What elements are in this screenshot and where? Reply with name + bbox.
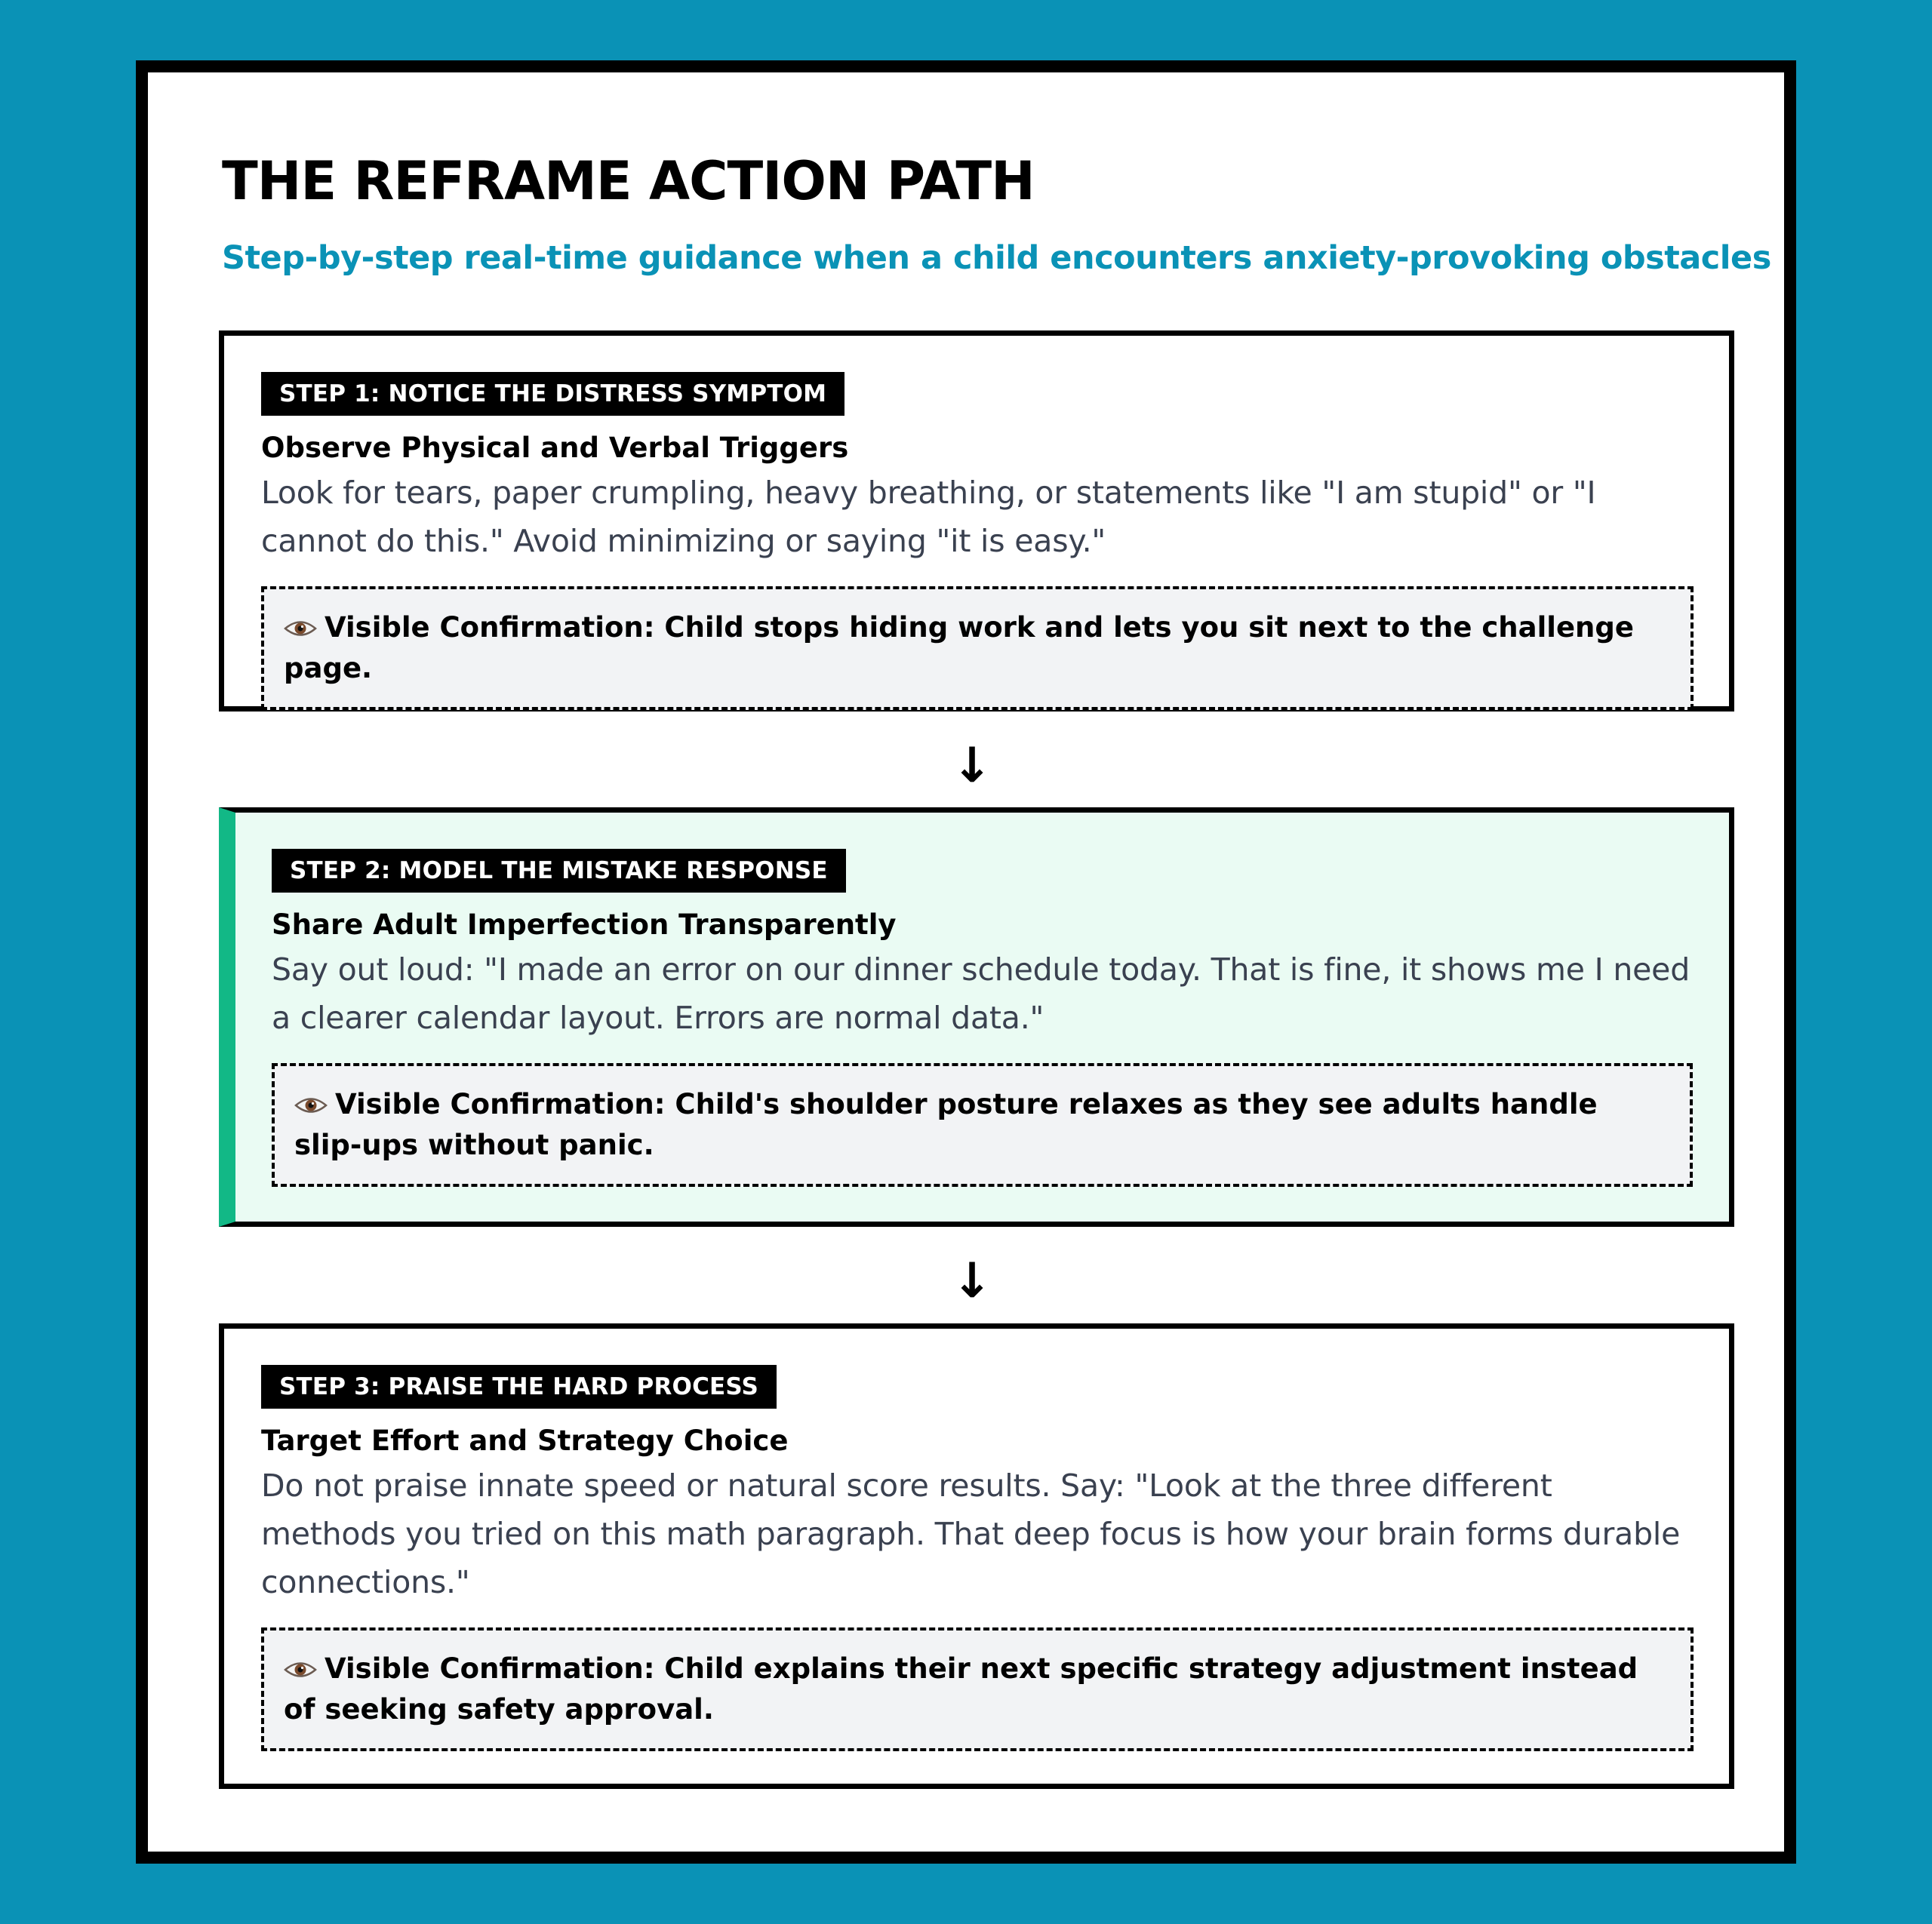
step-heading: Share Adult Imperfection Transparently — [272, 908, 897, 941]
down-arrow-icon: ↓ — [952, 738, 992, 794]
eye-icon — [284, 619, 317, 638]
step-badge: STEP 2: MODEL THE MISTAKE RESPONSE — [272, 849, 846, 893]
visible-confirmation-box — [261, 586, 1694, 710]
step-description: Look for tears, paper crumpling, heavy breathing, or statements like "I am stupid" or "I cannot do this." Avoid minimizing or saying "it is easy." — [261, 475, 1596, 559]
step-card-3 — [219, 1323, 1734, 1789]
eye-icon — [284, 1660, 317, 1680]
step-card-2 — [219, 807, 1734, 1227]
step-card-1 — [219, 330, 1734, 712]
confirmation-text: Visible Confirmation: Child's shoulder posture relaxes as they see adults handle slip-ups without panic. — [294, 1088, 1598, 1161]
step-heading: Observe Physical and Verbal Triggers — [261, 432, 849, 464]
confirmation-text: Visible Confirmation: Child stops hiding work and lets you sit next to the challenge page. — [284, 611, 1634, 684]
confirmation-text: Visible Confirmation: Child explains their next specific strategy adjustment instead of seeking safety approval. — [284, 1652, 1638, 1726]
page-subtitle: Step-by-step real-time guidance when a child encounters anxiety-provoking obstacles — [222, 239, 1771, 277]
step-badge: STEP 1: NOTICE THE DISTRESS SYMPTOM — [261, 372, 844, 416]
step-description: Say out loud: "I made an error on our dinner schedule today. That is fine, it shows me I need a clearer calendar layout. Errors are normal data." — [272, 951, 1690, 1036]
visible-confirmation-box — [261, 1627, 1694, 1751]
step-badge: STEP 3: PRAISE THE HARD PROCESS — [261, 1365, 777, 1409]
eye-icon — [294, 1096, 328, 1115]
guide-card — [136, 60, 1796, 1864]
step-description: Do not praise innate speed or natural score results. Say: "Look at the three different methods you tried on this math paragraph. That deep focus is how your brain forms durable connections." — [261, 1468, 1681, 1600]
page-title: THE REFRAME ACTION PATH — [222, 150, 1035, 212]
step-heading: Target Effort and Strategy Choice — [261, 1425, 789, 1457]
down-arrow-icon: ↓ — [952, 1253, 992, 1309]
visible-confirmation-box — [272, 1063, 1693, 1187]
